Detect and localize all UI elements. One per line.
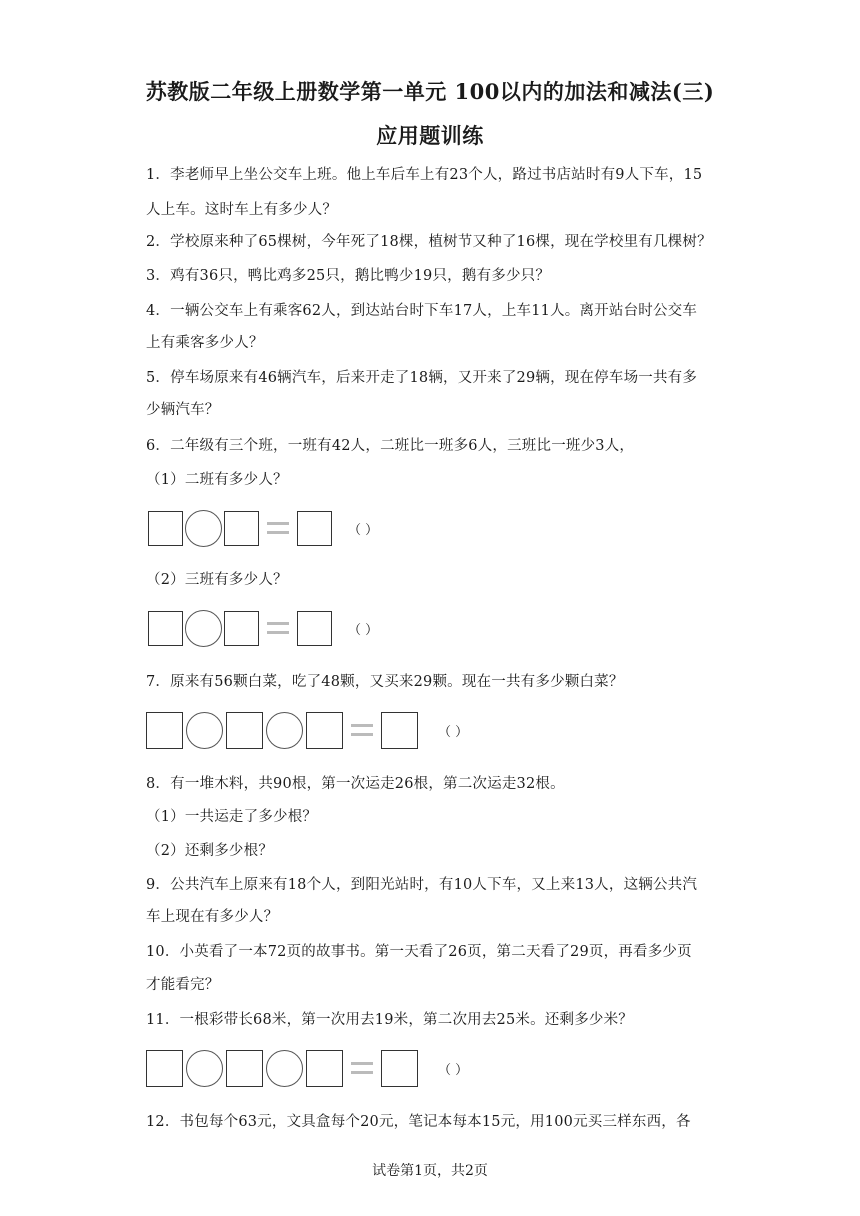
answer-box[interactable] — [224, 511, 259, 546]
operator-circle[interactable] — [185, 510, 222, 547]
text-line: 10．小英看了一本72页的故事书。第一天看了26页，第二天看了29页，再看多少页 — [146, 944, 692, 960]
equals-sign — [351, 724, 373, 736]
unit-blank[interactable]: （ ） — [438, 1062, 469, 1078]
equals-sign — [267, 622, 289, 634]
text-line: 1．李老师早上坐公交车上班。他上车后车上有23个人，路过书店站时有9人下车，15 — [146, 167, 703, 183]
text-line: 上有乘客多少人？ — [146, 335, 264, 351]
page-footer: 试卷第1页，共2页 — [372, 1163, 488, 1179]
answer-box[interactable] — [306, 712, 343, 749]
result-box[interactable] — [381, 712, 418, 749]
answer-box[interactable] — [148, 511, 183, 546]
answer-box[interactable] — [306, 1050, 343, 1087]
equation-row — [148, 508, 378, 548]
title-line-2: 应用题训练 — [376, 123, 484, 148]
text-line: 车上现在有多少人？ — [146, 909, 279, 925]
text-line: 5．停车场原来有46辆汽车，后来开走了18辆，又开来了29辆，现在停车场一共有多 — [146, 370, 698, 386]
equals-sign — [267, 522, 289, 534]
operator-circle[interactable] — [185, 610, 222, 647]
text-line: 2．学校原来种了65棵树，今年死了18棵，植树节又种了16棵，现在学校里有几棵树？ — [146, 234, 712, 250]
text-line: 少辆汽车？ — [146, 402, 220, 418]
answer-box[interactable] — [224, 611, 259, 646]
text-line: 4．一辆公交车上有乘客62人，到达站台时下车17人，上车11人。离开站台时公交车 — [146, 303, 698, 319]
answer-box[interactable] — [146, 712, 183, 749]
equation-row — [146, 1048, 468, 1088]
answer-box[interactable] — [226, 1050, 263, 1087]
sub-question: （1）一共运走了多少根？ — [146, 809, 318, 825]
equation-row — [148, 608, 378, 648]
text-line: 7．原来有56颗白菜，吃了48颗，又买来29颗。现在一共有多少颗白菜？ — [146, 674, 624, 690]
operator-circle[interactable] — [186, 712, 223, 749]
text-line: 9．公共汽车上原来有18个人，到阳光站时，有10人下车，又上来13人，这辆公共汽 — [146, 877, 698, 893]
unit-blank[interactable]: （ ） — [438, 724, 469, 740]
operator-circle[interactable] — [266, 712, 303, 749]
answer-box[interactable] — [148, 611, 183, 646]
result-box[interactable] — [297, 611, 332, 646]
unit-blank[interactable]: （ ） — [348, 622, 379, 638]
text-line: 6．二年级有三个班，一班有42人，二班比一班多6人，三班比一班少3人， — [146, 438, 635, 454]
result-box[interactable] — [297, 511, 332, 546]
text-line: 3．鸡有36只，鸭比鸡多25只，鹅比鸭少19只，鹅有多少只？ — [146, 268, 551, 284]
text-line: 8．有一堆木料，共90根，第一次运走26根，第二次运走32根。 — [146, 776, 565, 792]
result-box[interactable] — [381, 1050, 418, 1087]
equation-row — [146, 710, 468, 750]
text-line: 才能看完？ — [146, 977, 220, 993]
text-line: 11．一根彩带长68米，第一次用去19米，第二次用去25米。还剩多少米？ — [146, 1012, 634, 1028]
answer-box[interactable] — [146, 1050, 183, 1087]
operator-circle[interactable] — [186, 1050, 223, 1087]
operator-circle[interactable] — [266, 1050, 303, 1087]
answer-box[interactable] — [226, 712, 263, 749]
unit-blank[interactable]: （ ） — [348, 522, 379, 538]
title-line-1: 苏教版二年级上册数学第一单元 100以内的加法和减法(三) — [145, 79, 715, 104]
equals-sign — [351, 1062, 373, 1074]
sub-question: （2）还剩多少根？ — [146, 843, 274, 859]
text-line: 12．书包每个63元，文具盒每个20元，笔记本每本15元，用100元买三样东西，各 — [146, 1114, 691, 1130]
sub-question: （2）三班有多少人？ — [146, 572, 288, 588]
text-line: 人上车。这时车上有多少人？ — [146, 202, 338, 218]
sub-question: （1）二班有多少人？ — [146, 472, 288, 488]
